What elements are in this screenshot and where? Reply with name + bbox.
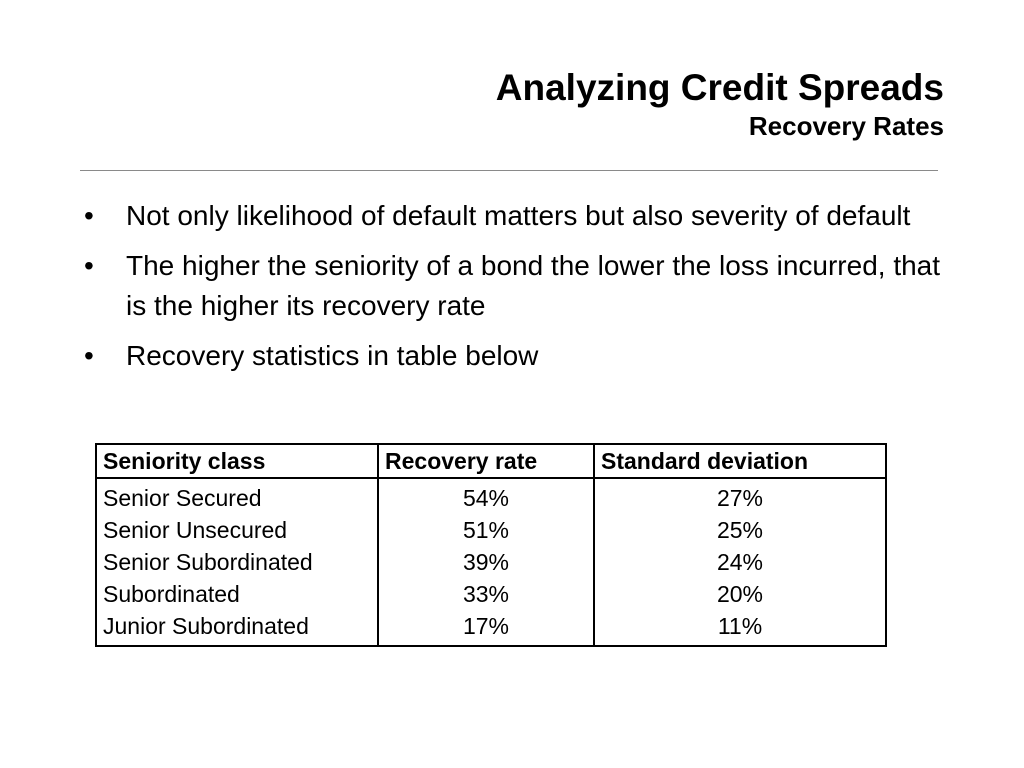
bullet-item: [84, 246, 944, 326]
header-recovery-rate: Recovery rate: [378, 444, 594, 478]
slide-header: [496, 66, 944, 142]
table-header-row: [96, 444, 886, 478]
seniority-class-cell: Senior Unsecured: [96, 514, 378, 546]
seniority-class-cell: Junior Subordinated: [96, 610, 378, 646]
recovery-rate-cell: 17%: [378, 610, 594, 646]
bullet-icon: •: [84, 250, 94, 281]
bullet-text: Not only likelihood of default matters but also severity of default: [126, 200, 911, 231]
bullet-text: The higher the seniority of a bond the lower the loss incurred, that is the higher its recovery rate: [126, 250, 941, 321]
bullet-text: Recovery statistics in table below: [126, 340, 539, 371]
recovery-rate-cell: 39%: [378, 546, 594, 578]
table-row: [96, 610, 886, 646]
table-row: [96, 546, 886, 578]
table-row: [96, 478, 886, 514]
recovery-rate-cell: 51%: [378, 514, 594, 546]
standard-deviation-cell: 24%: [594, 546, 886, 578]
slide-title: Analyzing Credit Spreads: [495, 67, 944, 108]
slide-subtitle: Recovery Rates: [748, 111, 944, 141]
bullet-list: [84, 196, 944, 386]
standard-deviation-cell: 20%: [594, 578, 886, 610]
table-row: [96, 514, 886, 546]
bullet-icon: •: [84, 340, 94, 371]
standard-deviation-cell: 25%: [594, 514, 886, 546]
table-row: [96, 578, 886, 610]
recovery-rate-cell: 33%: [378, 578, 594, 610]
recovery-rate-cell: 54%: [378, 478, 594, 514]
seniority-class-cell: Senior Subordinated: [96, 546, 378, 578]
header-standard-deviation: Standard deviation: [594, 444, 886, 478]
seniority-class-cell: Subordinated: [96, 578, 378, 610]
bullet-icon: •: [84, 200, 94, 231]
standard-deviation-cell: 11%: [594, 610, 886, 646]
standard-deviation-cell: 27%: [594, 478, 886, 514]
header-seniority-class: Seniority class: [96, 444, 378, 478]
recovery-rates-table: [95, 443, 887, 647]
bullet-item: [84, 336, 944, 376]
seniority-class-cell: Senior Secured: [96, 478, 378, 514]
bullet-item: [84, 196, 944, 236]
title-divider: [80, 170, 938, 171]
